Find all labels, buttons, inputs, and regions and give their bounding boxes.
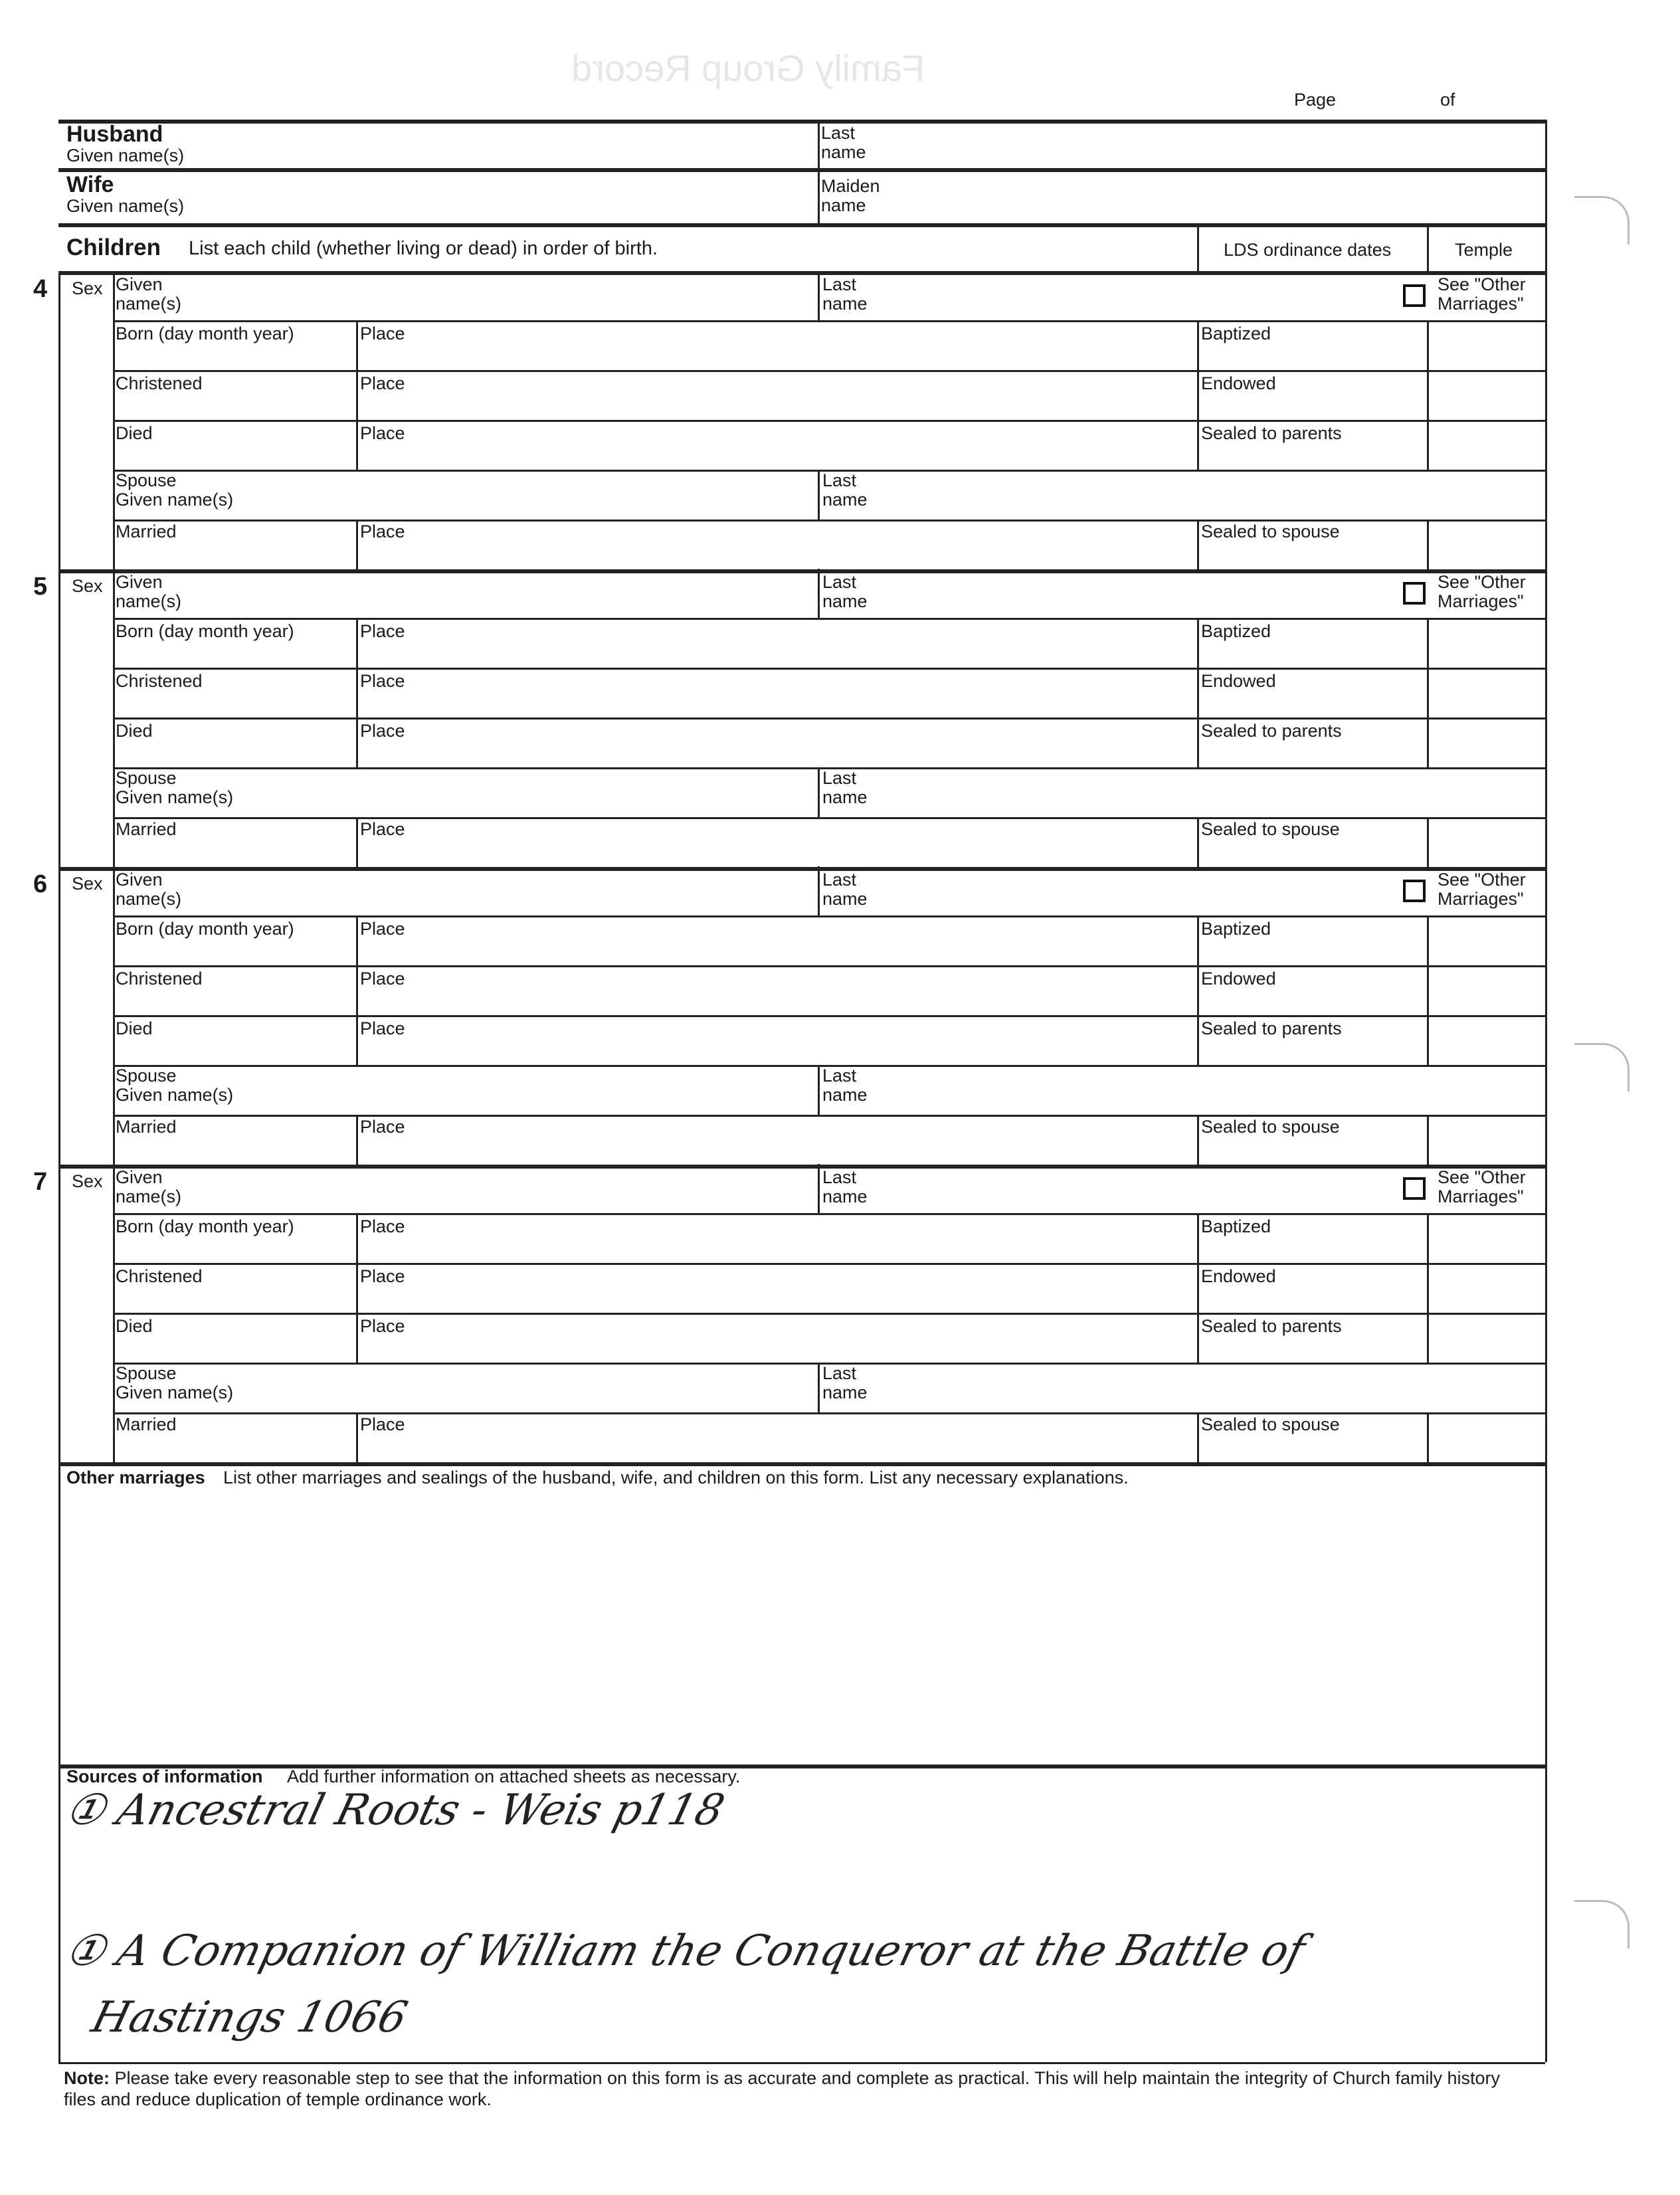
- husband-given-name-field[interactable]: [60, 122, 817, 168]
- child-6-christened-place-field[interactable]: [357, 967, 1194, 1013]
- child-7-spouse-last-field[interactable]: [819, 1364, 1543, 1410]
- child-4-place-divider: [356, 420, 358, 470]
- child-7-other-marriages-checkbox[interactable]: [1403, 1177, 1426, 1200]
- child-4-given-name-field[interactable]: [114, 272, 816, 319]
- child-5-married-ordinance-divider: [1197, 817, 1199, 867]
- child-7-married-place-field[interactable]: [357, 1414, 1194, 1460]
- child-6-other-marriages-checkbox[interactable]: [1403, 880, 1426, 902]
- child-4-spouse-last-field[interactable]: [819, 471, 1543, 518]
- child-6-married-date-field[interactable]: [114, 1116, 353, 1163]
- child-7-last-label: Last name: [822, 1167, 868, 1206]
- child-7-baptized-temple-field[interactable]: [1428, 1214, 1544, 1261]
- child-7-married-label: Married: [116, 1414, 177, 1434]
- lower-left-border: [58, 1463, 60, 2062]
- sources-instruction: Add further information on attached sheets as necessary.: [287, 1766, 741, 1786]
- child-7-sealed-parents-date-field[interactable]: [1198, 1314, 1424, 1361]
- handwritten-source-line-2: ① A Companion of William the Conqueror at the Battle of: [60, 1927, 1310, 1976]
- child-4-died-label: Died: [116, 423, 153, 443]
- child-7-temple-column: [1427, 1213, 1429, 1362]
- child-5-died-date-field[interactable]: [114, 719, 353, 765]
- child-5-spouse-last-field[interactable]: [819, 769, 1543, 815]
- child-4-married-place-field[interactable]: [357, 521, 1194, 567]
- child-5-married-place-field[interactable]: [357, 818, 1194, 865]
- child-7-christened-label: Christened: [116, 1266, 203, 1286]
- child-5-sex-field[interactable]: [60, 595, 112, 866]
- child-4-sealed-spouse-label: Sealed to spouse: [1201, 522, 1340, 541]
- child-number-7: 7: [33, 1168, 48, 1196]
- child-4-place-divider: [356, 320, 358, 370]
- child-7-sex-field[interactable]: [60, 1191, 112, 1461]
- sources-top-border: [58, 1765, 1545, 1768]
- child-7-place-divider: [356, 1313, 358, 1363]
- child-4-sealed-parents-date-field[interactable]: [1198, 421, 1424, 468]
- child-6-ordinance-divider: [1197, 965, 1199, 1015]
- child-5-baptized-date-field[interactable]: [1198, 619, 1424, 666]
- child-4-temple-column: [1427, 320, 1429, 469]
- child-4-ordinance-divider: [1197, 420, 1199, 470]
- child-5-sealed-spouse-temple-field[interactable]: [1428, 818, 1544, 865]
- child-7-place-divider: [356, 1263, 358, 1313]
- child-7-died-date-field[interactable]: [114, 1314, 353, 1361]
- child-6-married-place-label: Place: [360, 1117, 405, 1137]
- child-6-spouse-divider: [818, 1065, 820, 1115]
- child-4-spouse-label: Spouse Given name(s): [116, 470, 234, 510]
- child-5-christened-label: Christened: [116, 671, 203, 691]
- child-5-sealed-spouse-label: Sealed to spouse: [1201, 819, 1340, 839]
- wife-maiden-name-field[interactable]: [819, 170, 1543, 223]
- child-5-ordinance-divider: [1197, 668, 1199, 717]
- other-marriages-field[interactable]: [61, 1491, 1542, 1763]
- child-6-spouse-label: Spouse Given name(s): [116, 1066, 234, 1105]
- child-7-spouse-last-label: Last name: [822, 1363, 868, 1402]
- child-4-died-place-field[interactable]: [357, 421, 1194, 468]
- child-7-sealed-spouse-label: Sealed to spouse: [1201, 1414, 1340, 1434]
- child-7-sealed-spouse-temple-field[interactable]: [1428, 1414, 1544, 1460]
- child-5-sealed-parents-label: Sealed to parents: [1201, 721, 1342, 741]
- children-instruction: List each child (whether living or dead) in order of birth.: [189, 238, 658, 259]
- child-4-born-label: Born (day month year): [116, 324, 294, 343]
- handwritten-source-line-3: Hastings 1066: [86, 1993, 413, 2042]
- child-4-baptized-label: Baptized: [1201, 324, 1271, 343]
- child-4-died-place-label: Place: [360, 423, 405, 443]
- child-5-last-name-field[interactable]: [819, 570, 1404, 617]
- child-4-born-place-field[interactable]: [357, 322, 1194, 368]
- child-7-died-place-field[interactable]: [357, 1314, 1194, 1361]
- child-4-place-divider: [356, 370, 358, 420]
- child-4-given-label: Given name(s): [116, 274, 182, 314]
- handwritten-source-line-1: ① Ancestral Roots - Weis p118: [60, 1786, 729, 1835]
- child-5-ordinance-divider: [1197, 717, 1199, 767]
- husband-given-label: Given name(s): [66, 145, 185, 165]
- child-4-baptized-date-field[interactable]: [1198, 322, 1424, 368]
- child-5-name-divider: [818, 569, 820, 618]
- child-7-christened-date-field[interactable]: [114, 1264, 353, 1311]
- child-4-endowed-label: Endowed: [1201, 373, 1276, 393]
- child-6-ordinance-divider: [1197, 1015, 1199, 1065]
- child-4-spouse-last-label: Last name: [822, 470, 868, 510]
- child-5-married-temple-divider: [1427, 817, 1429, 867]
- child-5-spouse-divider: [818, 767, 820, 817]
- child-7-sex-label: Sex: [72, 1171, 103, 1191]
- binder-hole-bottom: [1574, 1900, 1630, 1949]
- child-4-sex-label: Sex: [72, 278, 103, 298]
- child-5-baptized-temple-field[interactable]: [1428, 619, 1544, 666]
- child-6-born-label: Born (day month year): [116, 919, 294, 939]
- child-6-died-place-field[interactable]: [357, 1016, 1194, 1063]
- child-4-other-marriages-checkbox[interactable]: [1403, 284, 1426, 307]
- child-5-place-divider: [356, 668, 358, 717]
- child-6-married-label: Married: [116, 1117, 177, 1137]
- child-6-married-ordinance-divider: [1197, 1115, 1199, 1165]
- child-number-5: 5: [33, 573, 48, 601]
- child-6-died-place-label: Place: [360, 1018, 405, 1038]
- child-5-died-place-field[interactable]: [357, 719, 1194, 765]
- child-5-died-label: Died: [116, 721, 153, 741]
- child-4-see-other-label: See "Other Marriages": [1438, 274, 1526, 314]
- child-6-endowed-date-field[interactable]: [1198, 967, 1424, 1013]
- child-4-christened-date-field[interactable]: [114, 371, 353, 418]
- child-7-ordinance-divider: [1197, 1313, 1199, 1363]
- child-7-place-divider: [356, 1213, 358, 1263]
- child-7-died-label: Died: [116, 1316, 153, 1336]
- child-6-place-divider: [356, 915, 358, 965]
- child-7-died-place-label: Place: [360, 1316, 405, 1336]
- child-4-sealed-parents-temple-field[interactable]: [1428, 421, 1544, 468]
- child-7-spouse-given-field[interactable]: [114, 1364, 816, 1410]
- binder-hole-top: [1574, 196, 1630, 244]
- child-6-sealed-spouse-temple-field[interactable]: [1428, 1116, 1544, 1163]
- sources-heading: Sources of information: [66, 1766, 263, 1786]
- child-4-married-temple-divider: [1427, 520, 1429, 569]
- child-6-baptized-temple-field[interactable]: [1428, 917, 1544, 963]
- child-6-born-place-label: Place: [360, 919, 405, 939]
- child-7-bottom-border: [58, 1462, 1545, 1466]
- children-heading: Children: [66, 235, 161, 260]
- child-5-given-label: Given name(s): [116, 572, 182, 611]
- of-label: of: [1440, 90, 1455, 110]
- child-5-place-divider: [356, 717, 358, 767]
- child-5-given-name-field[interactable]: [114, 570, 816, 617]
- child-6-died-date-field[interactable]: [114, 1016, 353, 1063]
- child-6-sealed-spouse-label: Sealed to spouse: [1201, 1117, 1340, 1137]
- child-4-endowed-date-field[interactable]: [1198, 371, 1424, 418]
- child-5-christened-date-field[interactable]: [114, 669, 353, 716]
- child-5-born-place-label: Place: [360, 621, 405, 641]
- child-7-name-divider: [818, 1164, 820, 1213]
- child-7-baptized-date-field[interactable]: [1198, 1214, 1424, 1261]
- child-5-married-place-label: Place: [360, 819, 405, 839]
- child-7-married-place-label: Place: [360, 1414, 405, 1434]
- child-4-spouse-given-field[interactable]: [114, 471, 816, 518]
- child-5-place-divider: [356, 618, 358, 668]
- child-6-last-name-field[interactable]: [819, 868, 1404, 914]
- child-6-given-name-field[interactable]: [114, 868, 816, 914]
- child-4-last-label: Last name: [822, 274, 868, 314]
- child-6-christened-place-label: Place: [360, 969, 405, 989]
- child-4-died-date-field[interactable]: [114, 421, 353, 468]
- other-marriages-heading: Other marriages: [66, 1468, 205, 1487]
- child-6-endowed-label: Endowed: [1201, 969, 1276, 989]
- child-6-sex-label: Sex: [72, 874, 103, 894]
- child-7-baptized-label: Baptized: [1201, 1216, 1271, 1236]
- child-6-sex-field[interactable]: [60, 893, 112, 1163]
- child-4-christened-place-field[interactable]: [357, 371, 1194, 418]
- child-5-see-other-label: See "Other Marriages": [1438, 572, 1526, 611]
- child-5-married-place-divider: [356, 817, 358, 867]
- child-5-last-label: Last name: [822, 572, 868, 611]
- child-4-spouse-divider: [818, 470, 820, 520]
- child-5-christened-place-label: Place: [360, 671, 405, 691]
- child-6-place-divider: [356, 1015, 358, 1065]
- child-number-4: 4: [33, 275, 48, 303]
- child-6-sealed-parents-temple-field[interactable]: [1428, 1016, 1544, 1063]
- child-6-sealed-spouse-date-field[interactable]: [1198, 1116, 1424, 1163]
- child-7-given-name-field[interactable]: [114, 1165, 816, 1212]
- child-4-sex-field[interactable]: [60, 298, 112, 568]
- child-6-see-other-label: See "Other Marriages": [1438, 870, 1526, 909]
- child-7-born-label: Born (day month year): [116, 1216, 294, 1236]
- child-7-married-ordinance-divider: [1197, 1412, 1199, 1462]
- child-4-married-label: Married: [116, 522, 177, 541]
- note-label: Note:: [64, 2068, 110, 2088]
- child-5-other-marriages-checkbox[interactable]: [1403, 582, 1426, 605]
- child-6-place-divider: [356, 965, 358, 1015]
- form-bottom-border: [58, 2062, 1545, 2064]
- child-6-married-place-field[interactable]: [357, 1116, 1194, 1163]
- child-5-born-date-field[interactable]: [114, 619, 353, 666]
- child-5-born-label: Born (day month year): [116, 621, 294, 641]
- child-7-given-label: Given name(s): [116, 1167, 182, 1206]
- child-5-christened-place-field[interactable]: [357, 669, 1194, 716]
- child-7-ordinance-divider: [1197, 1263, 1199, 1313]
- page-label: Page: [1294, 90, 1337, 110]
- child-7-sealed-parents-temple-field[interactable]: [1428, 1314, 1544, 1361]
- child-5-endowed-date-field[interactable]: [1198, 669, 1424, 716]
- child-4-last-name-field[interactable]: [819, 272, 1404, 319]
- temple-column-divider: [1427, 223, 1429, 271]
- child-6-baptized-label: Baptized: [1201, 919, 1271, 939]
- wife-given-name-field[interactable]: [60, 170, 817, 223]
- child-7-sealed-spouse-date-field[interactable]: [1198, 1414, 1424, 1460]
- husband-wife-column-divider: [818, 120, 820, 223]
- child-4-ordinance-divider: [1197, 370, 1199, 420]
- child-6-ordinance-divider: [1197, 915, 1199, 965]
- child-6-married-place-divider: [356, 1115, 358, 1165]
- child-7-born-date-field[interactable]: [114, 1214, 353, 1261]
- child-7-spouse-divider: [818, 1363, 820, 1412]
- child-6-last-label: Last name: [822, 870, 868, 909]
- child-5-sealed-parents-temple-field[interactable]: [1428, 719, 1544, 765]
- child-5-sex-label: Sex: [72, 576, 103, 596]
- child-6-spouse-given-field[interactable]: [114, 1066, 816, 1113]
- child-5-sealed-spouse-date-field[interactable]: [1198, 818, 1424, 865]
- child-4-married-date-field[interactable]: [114, 521, 353, 567]
- child-6-spouse-last-label: Last name: [822, 1066, 868, 1105]
- child-7-sealed-parents-label: Sealed to parents: [1201, 1316, 1342, 1336]
- child-5-endowed-label: Endowed: [1201, 671, 1276, 691]
- child-7-endowed-label: Endowed: [1201, 1266, 1276, 1286]
- child-4-married-ordinance-divider: [1197, 520, 1199, 569]
- wife-maiden-label: Maiden name: [821, 176, 880, 215]
- child-7-born-place-field[interactable]: [357, 1214, 1194, 1261]
- lds-column-divider: [1197, 223, 1199, 271]
- child-6-born-place-field[interactable]: [357, 917, 1194, 963]
- child-5-temple-column: [1427, 618, 1429, 767]
- child-7-married-date-field[interactable]: [114, 1414, 353, 1460]
- child-5-ordinance-divider: [1197, 618, 1199, 668]
- child-5-sealed-parents-date-field[interactable]: [1198, 719, 1424, 765]
- child-4-christened-place-label: Place: [360, 373, 405, 393]
- child-7-married-place-divider: [356, 1412, 358, 1462]
- child-6-married-temple-divider: [1427, 1115, 1429, 1165]
- child-4-baptized-temple-field[interactable]: [1428, 322, 1544, 368]
- wife-given-label: Given name(s): [66, 196, 185, 216]
- child-7-ordinance-divider: [1197, 1213, 1199, 1263]
- child-4-ordinance-divider: [1197, 320, 1199, 370]
- child-5-died-place-label: Place: [360, 721, 405, 741]
- children-section-top: [58, 223, 1545, 227]
- child-7-spouse-label: Spouse Given name(s): [116, 1363, 234, 1402]
- child-4-born-date-field[interactable]: [114, 322, 353, 368]
- child-4-married-place-divider: [356, 520, 358, 569]
- child-7-see-other-label: See "Other Marriages": [1438, 1167, 1526, 1206]
- bleed-through-title: Family Group Record: [571, 47, 925, 89]
- child-5-married-label: Married: [116, 819, 177, 839]
- child-7-christened-place-field[interactable]: [357, 1264, 1194, 1311]
- child-5-married-date-field[interactable]: [114, 818, 353, 865]
- child-4-sealed-parents-label: Sealed to parents: [1201, 423, 1342, 443]
- note-paragraph: [64, 2067, 1519, 2110]
- child-7-endowed-temple-field[interactable]: [1428, 1264, 1544, 1311]
- child-6-given-label: Given name(s): [116, 870, 182, 909]
- child-5-spouse-label: Spouse Given name(s): [116, 768, 234, 807]
- child-4-married-place-label: Place: [360, 522, 405, 541]
- husband-heading: Husband: [66, 122, 163, 147]
- child-5-endowed-temple-field[interactable]: [1428, 669, 1544, 716]
- child-5-born-place-field[interactable]: [357, 619, 1194, 666]
- lds-dates-heading: LDS ordinance dates: [1224, 240, 1392, 260]
- child-6-christened-date-field[interactable]: [114, 967, 353, 1013]
- child-6-christened-label: Christened: [116, 969, 203, 989]
- child-7-christened-place-label: Place: [360, 1266, 405, 1286]
- child-6-died-label: Died: [116, 1018, 153, 1038]
- child-number-6: 6: [33, 870, 48, 898]
- child-4-endowed-temple-field[interactable]: [1428, 371, 1544, 418]
- child-7-last-name-field[interactable]: [819, 1165, 1404, 1212]
- child-7-born-place-label: Place: [360, 1216, 405, 1236]
- child-5-spouse-given-field[interactable]: [114, 769, 816, 815]
- form-right-border: [1545, 120, 1547, 2062]
- husband-last-label: Last name: [821, 123, 866, 162]
- child-6-endowed-temple-field[interactable]: [1428, 967, 1544, 1013]
- child-4-sealed-spouse-temple-field[interactable]: [1428, 521, 1544, 567]
- child-6-sealed-parents-label: Sealed to parents: [1201, 1018, 1342, 1038]
- husband-last-name-field[interactable]: [819, 122, 1543, 168]
- child-4-christened-label: Christened: [116, 373, 203, 393]
- child-7-endowed-date-field[interactable]: [1198, 1264, 1424, 1311]
- wife-heading: Wife: [66, 172, 114, 197]
- note-text: Please take every reasonable step to see that the information on this form is as accurate and complete as practical. This will help maintain the integrity of Church family history files and reduce duplication of temple ordinance work.: [64, 2068, 1501, 2109]
- child-4-sealed-spouse-date-field[interactable]: [1198, 521, 1424, 567]
- child-4-name-divider: [818, 271, 820, 320]
- child-6-temple-column: [1427, 915, 1429, 1064]
- other-marriages-instruction: List other marriages and sealings of the husband, wife, and children on this form. List any necessary explanations.: [223, 1468, 1129, 1487]
- child-5-spouse-last-label: Last name: [822, 768, 868, 807]
- child-6-baptized-date-field[interactable]: [1198, 917, 1424, 963]
- temple-heading: Temple: [1455, 240, 1513, 260]
- child-6-name-divider: [818, 866, 820, 915]
- child-5-baptized-label: Baptized: [1201, 621, 1271, 641]
- child-7-married-temple-divider: [1427, 1412, 1429, 1462]
- child-6-born-date-field[interactable]: [114, 917, 353, 963]
- child-6-spouse-last-field[interactable]: [819, 1066, 1543, 1113]
- child-6-sealed-parents-date-field[interactable]: [1198, 1016, 1424, 1063]
- child-4-born-place-label: Place: [360, 324, 405, 343]
- binder-hole-middle: [1574, 1043, 1630, 1092]
